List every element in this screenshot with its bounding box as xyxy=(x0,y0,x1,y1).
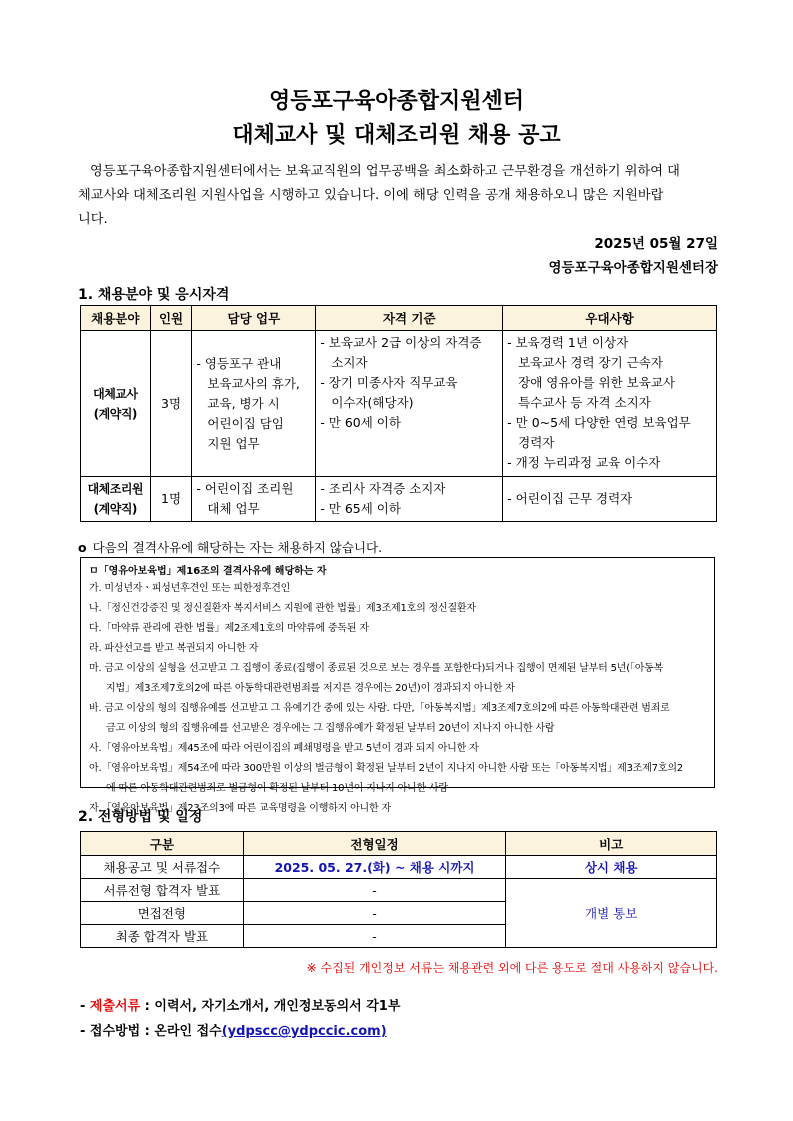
list-item: 마. 금고 이상의 실형을 선고받고 그 집행이 종료(집행이 종료된 것으로 보는 경우를 포함한다)되거나 집행이 면제된 날부터 5년(「아동복 xyxy=(89,663,664,674)
header-cell: 담당 업무 xyxy=(192,306,316,331)
submission-docs xyxy=(80,995,400,1014)
count-cell: 1명 xyxy=(150,477,192,522)
duties-cell xyxy=(192,477,316,522)
header-cell: 채용분야 xyxy=(81,306,151,331)
field-cell xyxy=(81,331,151,477)
list-item: 에 따른 아동학대관련범죄로 벌금형이 확정된 날부터 10년이 지나지 아니한 사람 xyxy=(106,783,448,794)
list-item: 보육교사의 휴가, xyxy=(207,375,300,391)
list-item: 자.「영유아보육법」제23조의3에 따른 교육명령을 이행하지 아니한 자 xyxy=(89,803,391,814)
list-item: - 보육교사 2급 이상의 자격증 xyxy=(320,335,482,350)
header-cell: 구분 xyxy=(81,832,244,856)
list-item: 경력자 xyxy=(518,435,555,450)
disqualify-note xyxy=(78,538,382,556)
schedule-cell: - xyxy=(243,879,506,902)
field-name: 대체교사 xyxy=(93,386,138,401)
intro-paragraph xyxy=(78,160,718,232)
list-item: 라. 파산선고를 받고 복권되지 아니한 자 xyxy=(89,643,259,654)
list-item: 사.「영유아보육법」제45조에 따라 어린이집의 폐쇄명령을 받고 5년이 경과 되지 아니한 자 xyxy=(89,743,479,754)
list-item: 나.「정신건강증진 및 정신질환자 복지서비스 지원에 관한 법률」제3조제1호의 정신질환자 xyxy=(89,603,476,614)
schedule-cell: - xyxy=(243,902,506,925)
issuer-name: 영등포구육아종합지원센터장 xyxy=(548,260,718,276)
docs-label: 제출서류 xyxy=(89,999,141,1014)
stage-cell: 면접전형 xyxy=(81,902,244,925)
section-title-schedule: 2. 전형방법 및 일정 xyxy=(78,809,203,825)
table-row xyxy=(81,331,717,477)
table-header-row xyxy=(81,306,717,331)
docs-value: : 이력서, 자기소개서, 개인정보동의서 각1부 xyxy=(140,999,401,1014)
list-item: 소지자 xyxy=(331,355,368,370)
box-title: ㅁ「영유아보육법」제16조의 결격사유에 해당하는 자 xyxy=(89,566,327,577)
qualifications-cell xyxy=(316,331,503,477)
list-item: 지법」제3조제7호의2에 따른 아동학대관련범죄를 저지른 경우에는 20년)이 경과되지 아니한 자 xyxy=(106,683,515,694)
table-row xyxy=(81,879,717,902)
bullet-marker: o xyxy=(78,540,87,555)
list-item: 바. 금고 이상의 형의 집행유예를 선고받고 그 유예기간 중에 있는 사람. 다만,「아동복지법」제3조제7호의2에 따른 아동학대관련 범죄로 xyxy=(89,703,670,714)
intro-line: 니다. xyxy=(78,212,108,227)
intro-line: 체교사와 대체조리원 지원사업을 시행하고 있습니다. 이에 해당 인력을 공개 채용하오니 많은 지원바랍 xyxy=(78,188,664,203)
field-name: 대체조리원 xyxy=(87,482,144,496)
list-item: - 보육경력 1년 이상자 xyxy=(507,335,629,350)
stage-cell: 최종 합격자 발표 xyxy=(81,925,244,948)
center-title: 영등포구육아종합지원센터 xyxy=(268,89,525,114)
remark-cell: 상시 채용 xyxy=(506,856,717,879)
privacy-notice: ※ 수집된 개인정보 서류는 채용관련 외에 다른 용도로 절대 사용하지 않습니다. xyxy=(306,961,718,975)
table-row xyxy=(81,477,717,522)
header-cell: 자격 기준 xyxy=(316,306,503,331)
list-item: - 장기 미종사자 직무교육 xyxy=(320,375,458,390)
list-item: - 개정 누리과정 교육 이수자 xyxy=(507,455,661,470)
email-link[interactable]: (ydpscc@ydpccic.com) xyxy=(221,1024,387,1039)
schedule-cell: 2025. 05. 27.(화) ~ 채용 시까지 xyxy=(243,856,506,879)
preferences-cell xyxy=(503,331,717,477)
announcement-date: 2025년 05월 27일 xyxy=(594,236,718,252)
list-item: 아.「영유아보육법」제54조에 따라 300만원 이상의 벌금형이 확정된 날부터 2년이 지나지 아니한 사람 또는「아동복지법」제3조제7호의2 xyxy=(89,763,683,774)
dash: - xyxy=(80,1024,90,1039)
header-cell: 전형일정 xyxy=(243,832,506,856)
header-cell: 우대사항 xyxy=(503,306,717,331)
field-type: (계약직) xyxy=(93,406,137,421)
header-cell: 인원 xyxy=(150,306,192,331)
field-type: (계약직) xyxy=(93,502,137,516)
list-item: 가. 미성년자ㆍ피성년후견인 또는 피한정후견인 xyxy=(89,583,291,594)
list-item: 보육교사 경력 장기 근속자 xyxy=(518,355,663,370)
list-item: - 만 0~5세 다양한 연령 보육업무 xyxy=(507,415,691,430)
list-item: 교육, 병가 시 xyxy=(207,395,280,411)
method-label: 접수방법 xyxy=(89,1024,141,1039)
field-cell xyxy=(81,477,151,522)
list-item: 특수교사 등 자격 소지자 xyxy=(518,395,651,410)
list-item: - 어린이집 조리원 xyxy=(196,481,294,496)
dash: - xyxy=(80,999,90,1014)
remark-cell: 개별 통보 xyxy=(506,879,717,948)
list-item: 장애 영유아를 위한 보육교사 xyxy=(518,375,675,390)
announcement-title: 대체교사 및 대체조리원 채용 공고 xyxy=(232,123,561,148)
list-item: 금고 이상의 형의 집행유예를 선고받은 경우에는 그 집행유예가 확정된 날부터 20년이 지나지 아니한 사람 xyxy=(106,723,555,734)
intro-line: 영등포구육아종합지원센터에서는 보육교직원의 업무공백을 최소화하고 근무환경을 개선하기 위하여 대 xyxy=(90,164,680,179)
note-text: 다음의 결격사유에 해당하는 자는 채용하지 않습니다. xyxy=(92,540,383,555)
list-item: 지원 업무 xyxy=(207,435,260,451)
method-value: : 온라인 접수 xyxy=(140,1024,222,1039)
submission-method xyxy=(80,1020,387,1039)
stage-cell: 채용공고 및 서류접수 xyxy=(81,856,244,879)
list-item: 대체 업무 xyxy=(207,501,260,516)
list-item: 다.「마약류 관리에 관한 법률」제2조제1호의 마약류에 중독된 자 xyxy=(89,623,369,634)
count-cell: 3명 xyxy=(150,331,192,477)
preferences-cell xyxy=(503,477,717,522)
schedule-table xyxy=(80,831,717,948)
stage-cell: 서류전형 합격자 발표 xyxy=(81,879,244,902)
list-item: 이수자(해당자) xyxy=(331,395,414,410)
schedule-cell: - xyxy=(243,925,506,948)
disqualify-box xyxy=(80,557,715,814)
list-item: - 조리사 자격증 소지자 xyxy=(320,481,446,496)
section-title-recruitment: 1. 채용분야 및 응시자격 xyxy=(78,287,230,303)
recruitment-table xyxy=(80,305,717,522)
duties-cell xyxy=(192,331,316,477)
table-header-row xyxy=(81,832,717,856)
list-item: - 영등포구 관내 xyxy=(196,355,282,371)
list-item: - 만 65세 이하 xyxy=(320,501,401,516)
list-item: - 만 60세 이하 xyxy=(320,415,401,430)
header-cell: 비고 xyxy=(506,832,717,856)
list-item: 어린이집 담임 xyxy=(207,415,284,431)
qualifications-cell xyxy=(316,477,503,522)
table-row xyxy=(81,856,717,879)
list-item: - 어린이집 근무 경력자 xyxy=(507,491,633,506)
